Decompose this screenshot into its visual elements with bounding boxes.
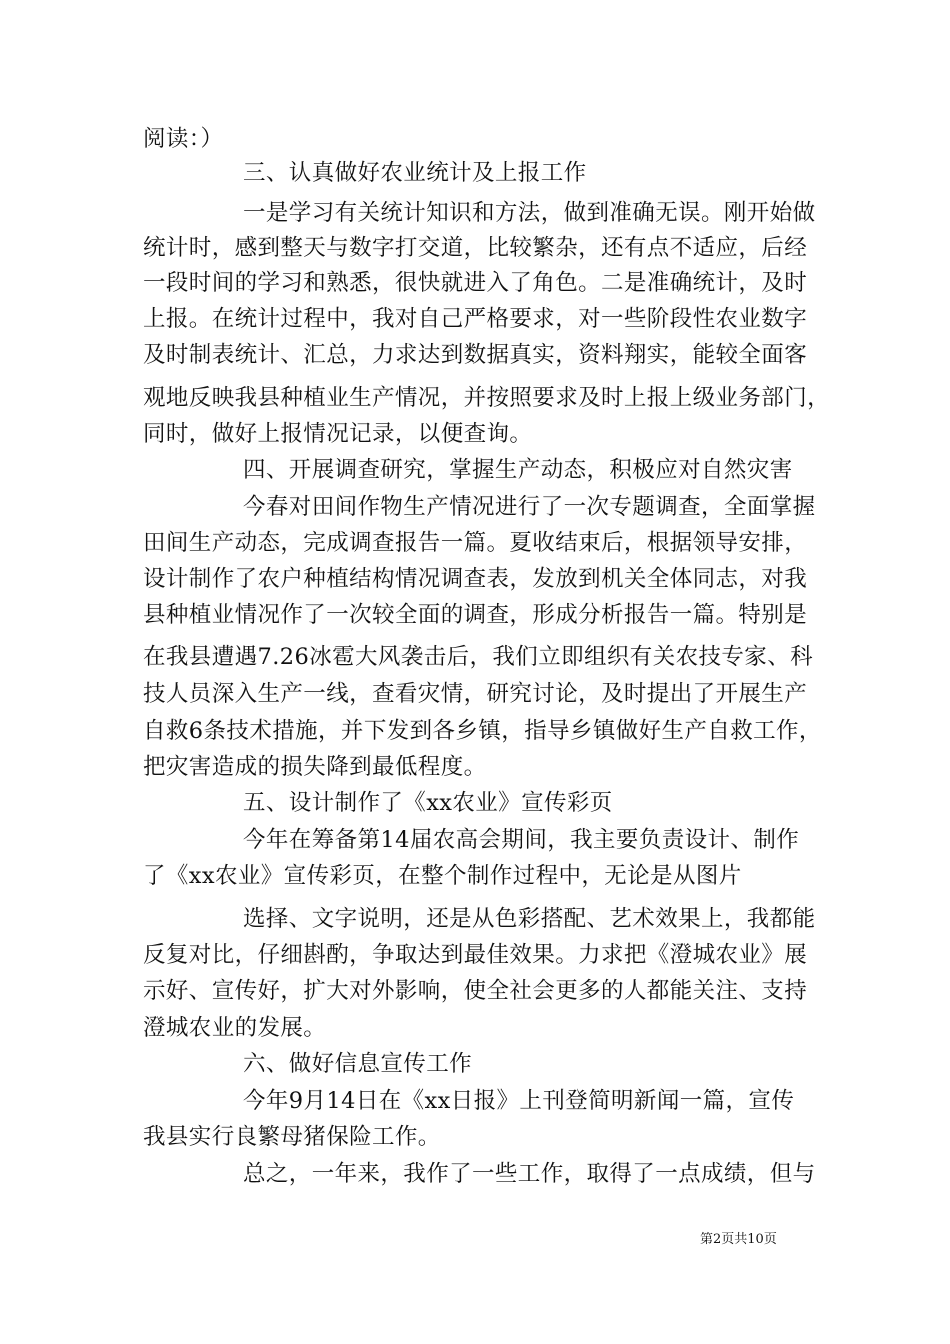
paragraph-line: 在我县遭遇7.26冰雹大风袭击后，我们立即组织有关农技专家、科 (143, 644, 813, 670)
text-line: 阅读：） (143, 126, 224, 152)
paragraph-line: 上报。在统计过程中，我对自己严格要求，对一些阶段性农业数字 (143, 306, 808, 332)
paragraph-line: 同时，做好上报情况记录，以便查询。 (143, 421, 533, 447)
paragraph-line: 设计制作了农户种植结构情况调查表，发放到机关全体同志，对我 (143, 566, 808, 592)
paragraph-line: 选择、文字说明，还是从色彩搭配、艺术效果上，我都能 (243, 906, 816, 932)
paragraph-line: 总之，一年来，我作了一些工作，取得了一点成绩，但与 (243, 1161, 816, 1187)
paragraph-line: 今春对田间作物生产情况进行了一次专题调查，全面掌握 (243, 494, 816, 520)
paragraph-line: 及时制表统计、汇总，力求达到数据真实，资料翔实，能较全面客 (143, 342, 808, 368)
paragraph-line: 澄城农业的发展。 (143, 1015, 327, 1041)
paragraph-line: 县种植业情况作了一次较全面的调查，形成分析报告一篇。特别是 (143, 602, 808, 628)
paragraph-line: 了《xx农业》宣传彩页，在整个制作过程中，无论是从图片 (143, 863, 742, 889)
paragraph-line: 统计时，感到整天与数字打交道，比较繁杂，还有点不适应，后经 (143, 235, 808, 261)
paragraph-line: 示好、宣传好，扩大对外影响，使全社会更多的人都能关注、支持 (143, 978, 808, 1004)
section-heading: 四、开展调查研究，掌握生产动态，积极应对自然灾害 (243, 457, 793, 483)
paragraph-line: 把灾害造成的损失降到最低程度。 (143, 754, 487, 780)
paragraph-line: 田间生产动态，完成调查报告一篇。夏收结束后，根据领导安排， (143, 530, 808, 556)
paragraph-line: 反复对比，仔细斟酌，争取达到最佳效果。力求把《澄城农业》展 (143, 942, 808, 968)
paragraph-line: 技人员深入生产一线，查看灾情，研究讨论，及时提出了开展生产 (143, 681, 808, 707)
page-number-footer: 第2页共10页 (700, 1232, 777, 1247)
paragraph-line: 自救6条技术措施，并下发到各乡镇，指导乡镇做好生产自救工作， (143, 718, 822, 744)
paragraph-line: 今年9月14日在《xx日报》上刊登简明新闻一篇，宣传 (243, 1088, 795, 1114)
section-heading: 五、设计制作了《xx农业》宣传彩页 (243, 790, 613, 816)
section-heading: 六、做好信息宣传工作 (243, 1051, 473, 1077)
paragraph-line: 观地反映我县种植业生产情况，并按照要求及时上报上级业务部门， (143, 385, 831, 411)
section-heading: 三、认真做好农业统计及上报工作 (243, 160, 587, 186)
paragraph-line: 一段时间的学习和熟悉，很快就进入了角色。二是准确统计，及时 (143, 270, 808, 296)
paragraph-line: 今年在筹备第14届农高会期间，我主要负责设计、制作 (243, 827, 800, 853)
paragraph-line: 我县实行良繁母猪保险工作。 (143, 1124, 441, 1150)
paragraph-line: 一是学习有关统计知识和方法，做到准确无误。刚开始做 (243, 200, 816, 226)
